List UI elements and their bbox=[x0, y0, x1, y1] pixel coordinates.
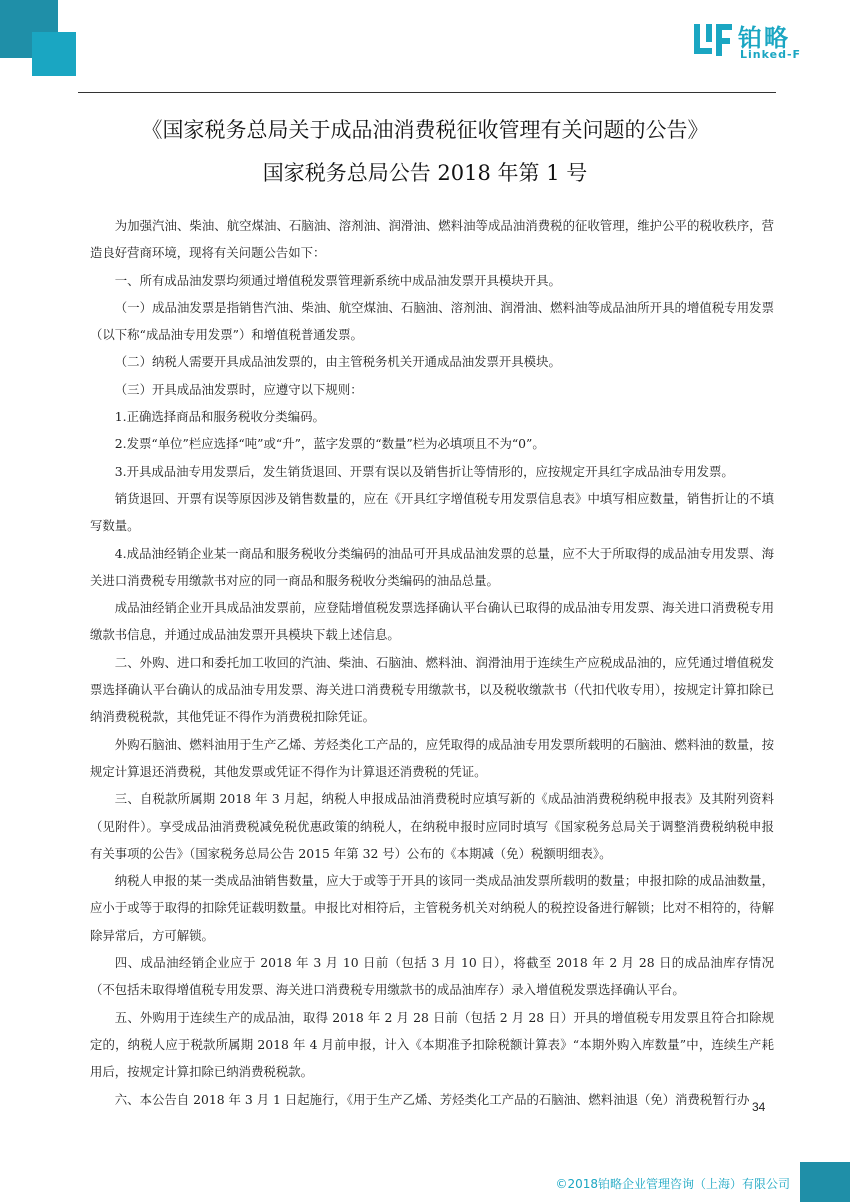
paragraph: （一）成品油发票是指销售汽油、柴油、航空煤油、石脑油、溶剂油、润滑油、燃料油等成品油所开具的增值税专用发票（以下称“成品油专用发票”）和增值税普通发票。 bbox=[90, 299, 774, 343]
paragraph: 成品油经销企业开具成品油发票前，应登陆增值税发票选择确认平台确认已取得的成品油专用发票、海关进口消费税专用缴款书信息，并通过成品油发票开具模块下载上述信息。 bbox=[90, 600, 774, 643]
paragraph: 外购石脑油、燃料油用于生产乙烯、芳烃类化工产品的，应凭取得的成品油专用发票所载明的石脑油、燃料油的数量，按规定计算退还消费税，其他发票或凭证不得作为计算退还消费税的凭证。 bbox=[90, 736, 774, 779]
brand-logo bbox=[692, 20, 822, 64]
logo-english-text: Linked-F bbox=[740, 48, 802, 61]
paragraph: 六、本公告自 2018 年 3 月 1 日起施行，《用于生产乙烯、芳烃类化工产品的石脑油、燃料油退（免）消费税暂行办 bbox=[114, 1091, 750, 1107]
footer-decoration bbox=[800, 1162, 850, 1202]
paragraph: 3.开具成品油专用发票后，发生销货退回、开票有误以及销售折让等情形的，应按规定开具红字成品油专用发票。 bbox=[114, 463, 734, 479]
paragraph: 一、所有成品油发票均须通过增值税发票管理新系统中成品油发票开具模块开具。 bbox=[114, 272, 561, 288]
corner-decoration-small bbox=[32, 32, 76, 76]
paragraph: 二、外购、进口和委托加工收回的汽油、柴油、石脑油、燃料油、润滑油用于连续生产应税成品油的，应凭通过增值税发票选择确认平台确认的成品油专用发票、海关进口消费税专用缴款书，以及税收缴款书（代扣代收专用），按规定计算扣除已纳消费税税款，其他凭证不得作为消费税扣除凭证。 bbox=[90, 654, 774, 725]
document-body bbox=[90, 212, 774, 1113]
paragraph: 为加强汽油、柴油、航空煤油、石脑油、溶剂油、润滑油、燃料油等成品油消费税的征收管理，维护公平的税收秩序，营造良好营商环境，现将有关问题公告如下： bbox=[90, 218, 774, 261]
page-number: 34 bbox=[752, 1100, 766, 1114]
paragraph: 1.正确选择商品和服务税收分类编码。 bbox=[114, 409, 325, 425]
paragraph: 销货退回、开票有误等原因涉及销售数量的，应在《开具红字增值税专用发票信息表》中填写相应数量，销售折让的不填写数量。 bbox=[90, 490, 774, 534]
paragraph: 五、外购用于连续生产的成品油，取得 2018 年 2 月 28 日前（包括 2 月 28 日）开具的增值税专用发票且符合扣除规定的，纳税人应于税款所属期 2018 年 4 月前申报，计入《本期准予扣除税额计算表》“本期外购入库数量”中，连续生产耗用后，按规定计算扣除已纳消费税税款。 bbox=[90, 1009, 774, 1080]
paragraph: 4.成品油经销企业某一商品和服务税收分类编码的油品可开具成品油发票的总量，应不大于所取得的成品油专用发票、海关进口消费税专用缴款书对应的同一商品和服务税收分类编码的油品总量。 bbox=[90, 545, 774, 588]
paragraph: 纳税人申报的某一类成品油销售数量，应大于或等于开具的该同一类成品油发票所载明的数量；申报扣除的成品油数量，应小于或等于取得的扣除凭证载明数量。申报比对相符后，主管税务机关对纳税人的税控设备进行解锁；比对不相符的，待解除异常后，方可解锁。 bbox=[90, 873, 774, 943]
paragraph: 三、自税款所属期 2018 年 3 月起，纳税人申报成品油消费税时应填写新的《成品油消费税纳税申报表》及其附列资料（见附件）。享受成品油消费税减免税优惠政策的纳税人，在纳税申报时应同时填写《国家税务总局关于调整消费税纳税申报有关事项的公告》（国家税务总局公告 2015 年第 32 号）公布的《本期减（免）税额明细表》。 bbox=[90, 791, 774, 861]
header-divider bbox=[78, 92, 776, 93]
document-subtitle: 国家税务总局公告 2018 年第 1 号 bbox=[262, 161, 588, 185]
footer-copyright: ©2018铂略企业管理咨询（上海）有限公司 bbox=[555, 1177, 790, 1191]
paragraph: （三）开具成品油发票时，应遵守以下规则： bbox=[114, 381, 363, 397]
document-title: 《国家税务总局关于成品油消费税征收管理有关问题的公告》 bbox=[141, 118, 709, 142]
paragraph: 2.发票“单位”栏应选择“吨”或“升”，蓝字发票的“数量”栏为必填项且不为“0”。 bbox=[114, 436, 545, 452]
paragraph: （二）纳税人需要开具成品油发票的，由主管税务机关开通成品油发票开具模块。 bbox=[114, 354, 561, 370]
logo-chinese-text: 铂略 bbox=[738, 24, 790, 52]
logo-mark-icon bbox=[692, 20, 734, 62]
paragraph: 四、成品油经销企业应于 2018 年 3 月 10 日前（包括 3 月 10 日），将截至 2018 年 2 月 28 日的成品油库存情况（不包括未取得增值税专用发票、海关进口消费税专用缴款书的成品油库存）录入增值税发票选择确认平台。 bbox=[90, 955, 774, 998]
